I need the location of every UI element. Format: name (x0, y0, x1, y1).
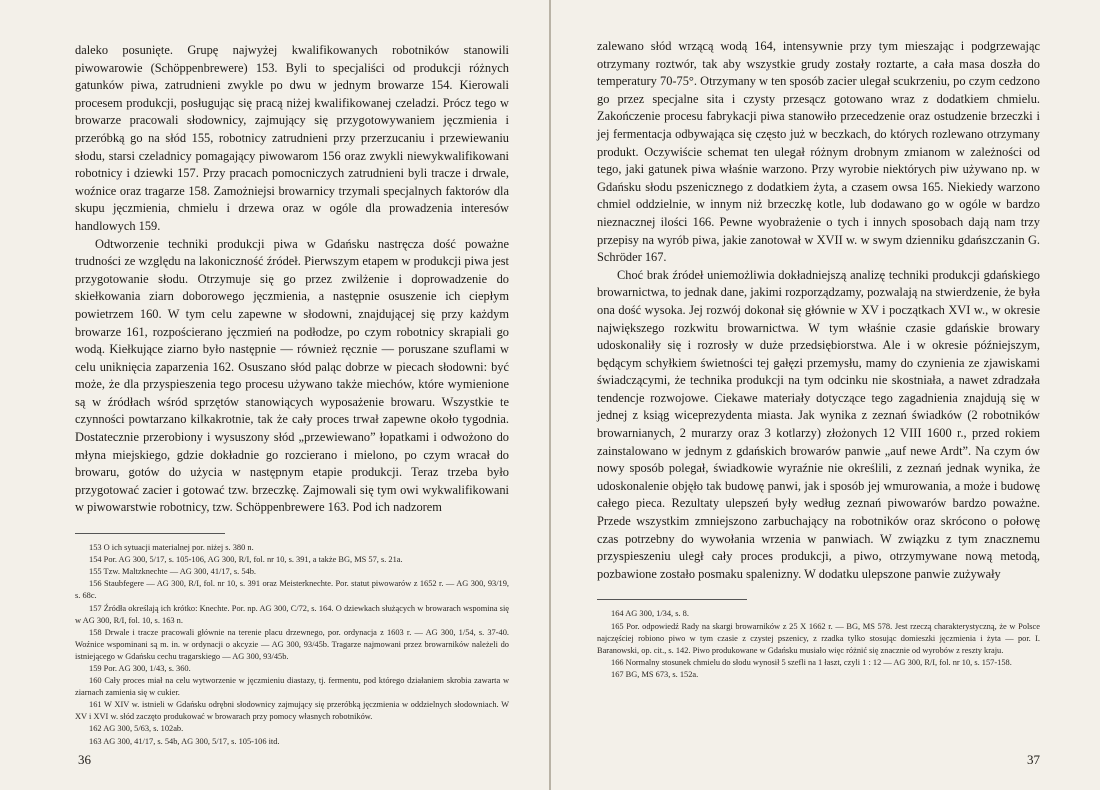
footnote-166: 166 Normalny stosunek chmielu do słodu wynosił 5 szefli na 1 łaszt, czyli 1 : 12 — AG 300, R/I, fol. nr 10, s. 157-158. (611, 657, 1012, 667)
right-paragraph-1: zalewano słód wrzącą wodą 164, intensywnie przy tym mieszając i podgrzewając otrzymany roztwór, tak aby wszystkie grudy zostały roztarte, a cała masa doszła do temperatury 70-75°. Otrzymany w ten sposób zacier ulegał scukrzeniu, po czym cedzono go przez specjalne sita i czysty przesącz gotowano wraz z dodatkiem chmielu. Zakończenie procesu fabrykacji piwa stanowiło przecedzenie oraz ostudzenie brzeczki i jej fermentacja odbywająca się często już w beczkach, do których rozlewano otrzymany produkt. Oczywiście schemat ten ulegał różnym drobnym zmianom w zależności od tego, jaki gatunek piwa właśnie warzono. Przy wyrobie niektórych piw używano np. w Gdańsku słodu pszenicznego z dodatkiem żyta, a czasem owsa 165. Niekiedy warzono chmiel oddzielnie, w innym niż brzeczkę kotle, lub dodawano go w ogóle w bardzo nieznacznej ilości 166. Pewne wyobrażenie o tych i innych sposobach dają nam trzy przepisy na wyrób piwa, jakie zanotował w XVII w. w swym dzienniku gdańszczanin G. Schröder 167. (597, 39, 1040, 265)
footnote-161: 161 W XIV w. istnieli w Gdańsku odrębni słodownicy zajmujący się przeróbką jęczmienia w oddzielnych słodowniach. W XV i XVI w. słód zaczęto produkować w browarach przy pomocy własnych robotników. (75, 700, 509, 722)
left-paragraph-2: Odtworzenie techniki produkcji piwa w Gdańsku nastręcza dość poważne trudności ze względu na lakoniczność źródeł. Pierwszym etapem w produkcji piwa jest przygotowanie słodu. Otrzymuje się go przez zwilżenie i doprowadzenie do skiełkowania ziarn doborowego jęczmienia, a następnie osuszenie ich ciepłym powietrzem 160. W tym celu zapewne w słodowni, znajdującej się przy każdym browarze 161, rozpościerano jęczmień na podłodze, po czym robotnicy skrapiali go wodą. Kiełkujące ziarno było następnie — również ręcznie — poruszane szuflami w celu uniknięcia zaparzenia 162. Osuszano słód paląc dobrze w piecach słodowni: być może, że dla przyspieszenia tego procesu używano także miechów, które wymienione są w źródłach wśród sprzętów stanowiących wyposażenie browaru. Wszystkie te czynności powtarzano kilkakrotnie, tak że cały proces trwał zapewne około tygodnia. Dostatecznie przerobiony i wysuszony słód „przewiewano” łopatkami i odwożono do młyna miejskiego, gdzie dokładnie go rozcierano i mielono, po czym wracał do browaru, gotów do użycia w następnym etapie produkcji. Teraz trzeba było przygotować zacier i gotować tzw. brzeczkę. Zajmowali się tym owi wykwalifikowani w piwowarstwie robotnicy, tzw. Schöppenbrewere 163. Pod ich nadzorem (75, 236, 509, 515)
footnote-153: 153 O ich sytuacji materialnej por. niżej s. 380 n. (89, 543, 254, 553)
footnote-163: 163 AG 300, 41/17, s. 54b, AG 300, 5/17, s. 105-106 itd. (89, 736, 280, 746)
footnote-156: 156 Staubfegere — AG 300, R/I, fol. nr 10, s. 391 oraz Meisterknechte. Por. statut piwowarów z 1652 r. — AG 300, 93/19, s. 68c. (75, 579, 509, 601)
footnote-160: 160 Cały proces miał na celu wytworzenie w jęczmieniu diastazy, tj. fermentu, pod którego działaniem skrobia zawarta w ziarnach zamienia się w cukier. (75, 676, 509, 698)
footnote-165: 165 Por. odpowiedź Rady na skargi browarników z 25 X 1662 r. — BG, MS 578. Jest rzeczą charakterystyczną, że w Polsce najczęściej robiono piwo w tym czasie z czystej pszenicy, z rzadka tylko stosując domieszki jęczmienia i żyta — por. I. Baranowski, op. cit., s. 142. Piwo produkowane w Gdańsku musiało więc różnić się znacznie od wyrobów z reszty kraju. (597, 621, 1040, 655)
left-page-body (75, 42, 509, 517)
footnote-157: 157 Źródła określają ich krótko: Knechte. Por. np. AG 300, C/72, s. 164. O dziewkach służących w browarach wspomina się w AG 300, R/I, fol. 10, s. 163 n. (75, 603, 509, 625)
footnote-162: 162 AG 300, 5/63, s. 102ab. (89, 724, 184, 734)
left-footnotes (75, 542, 509, 748)
left-paragraph-1: daleko posunięte. Grupę najwyżej kwalifikowanych robotników stanowili piwowarowie (Schöppenbrewere) 153. Byli to specjaliści od produkcji różnych gatunków piwa, zatrudnieni zwykle po dwu w jednym browarze 154. Kierowali procesem produkcji, posługując się pracą niżej kwalifikowanej czeladzi. Prócz tego w browarze pracowali słodownicy, zajmujący się przygotowywaniem jęczmienia i przeróbką go na słód 155, robotnicy zatrudnieni przy przerzucaniu i przewiewaniu słodu, starsi czeladnicy pomagający piwowarom 156 oraz zwykli niewykwalifikowani robotnicy i dziewki 157. Przy pracach pomocniczych zatrudnieni byli tracze i drwale, woźnice oraz tragarze 158. Zamożniejsi browarnicy trzymali specjalnych faktorów dla skupu jęczmienia, chmielu i drzewa oraz w ogóle dla prowadzenia interesów handlowych 159. (75, 43, 509, 233)
footnote-155: 155 Tzw. Maltzknechte — AG 300, 41/17, s. 54b. (89, 567, 257, 577)
right-paragraph-2: Choć brak źródeł uniemożliwia dokładniejszą analizę techniki produkcji gdańskiego browarnictwa, to jednak dane, jakimi rozporządzamy, pozwalają na stwierdzenie, że była ona dość wysoka. Jej rozwój dokonał się głównie w XV i początkach XVI w., w okresie największego rozkwitu browarnictwa. W tym właśnie czasie gdańskie browary udoskonaliły się i rozrosły w duże przedsiębiorstwa. Ale i w okresie późniejszym, będącym schyłkiem świetności tej gałęzi przemysłu, mamy do czynienia ze zjawiskami świadczącymi, że technika produkcji na tym odcinku nie skostniała, a nawet zdradzała tendencje rozwojowe. Ciekawe materiały dotyczące tego zagadnienia znajdują się w jednej z ksiąg wiceprezydenta miasta. Jak wynika z zeznań świadków (2 robotników browarnianych, 2 murarzy oraz 3 kotlarzy) złożonych 12 VIII 1600 r., przed rokiem zainstalowano w jednym z gdańskich browarów panwie „auf newe Ardt”. Na czym ów nowy sposób polegał, świadkowie wyraźnie nie określili, z zeznań jednak wynika, że udoskonalenie objęło tak budowę panwi, jak i sposób jej wmurowania, a może i budowę całego pieca. Rezultaty ulepszeń były według zeznań piwowarów bardzo poważne. Przede wszystkim zmniejszono zarbuchający na robotników oraz skrócono o połowę czas potrzebny do wywołania wrzenia w panwiach. W związku z tym znacznemu przyspieszeniu uległ cały proces produkcji, a piwo, otrzymywane nową metodą, pozbawione zostało posmaku spalenizny. W dodatku ulepszone panwie zużywały (597, 267, 1040, 581)
footnote-rule (597, 599, 747, 600)
footnote-159: 159 Por. AG 300, 1/43, s. 360. (89, 663, 191, 673)
footnote-167: 167 BG, MS 673, s. 152a. (611, 669, 699, 679)
footnote-158: 158 Drwale i tracze pracowali głównie na terenie placu drzewnego, por. ordynacja z 1603 r. — AG 300, 1/54, s. 37-40. Woźnice wspominani są m. in. w ordynacji o akcyzie — AG 300, 93/45b. Tragarze najmowani przez browarników należeli do istniejącego w Gdańsku cechu tragarskiego — AG 300, 93/45b. (75, 627, 509, 661)
page-number-right: 37 (1027, 752, 1040, 767)
footnote-164: 164 AG 300, 1/34, s. 8. (611, 609, 689, 619)
page-number-left: 36 (78, 752, 91, 767)
right-page-body (597, 38, 1040, 583)
footnote-154: 154 Por. AG 300, 5/17, s. 105-106, AG 300, R/I, fol. nr 10, s. 391, a także BG, MS 57, s. 21a. (89, 555, 403, 565)
left-page (0, 0, 549, 790)
right-footnotes (597, 608, 1040, 681)
right-page (551, 0, 1100, 790)
footnote-rule (75, 533, 225, 534)
